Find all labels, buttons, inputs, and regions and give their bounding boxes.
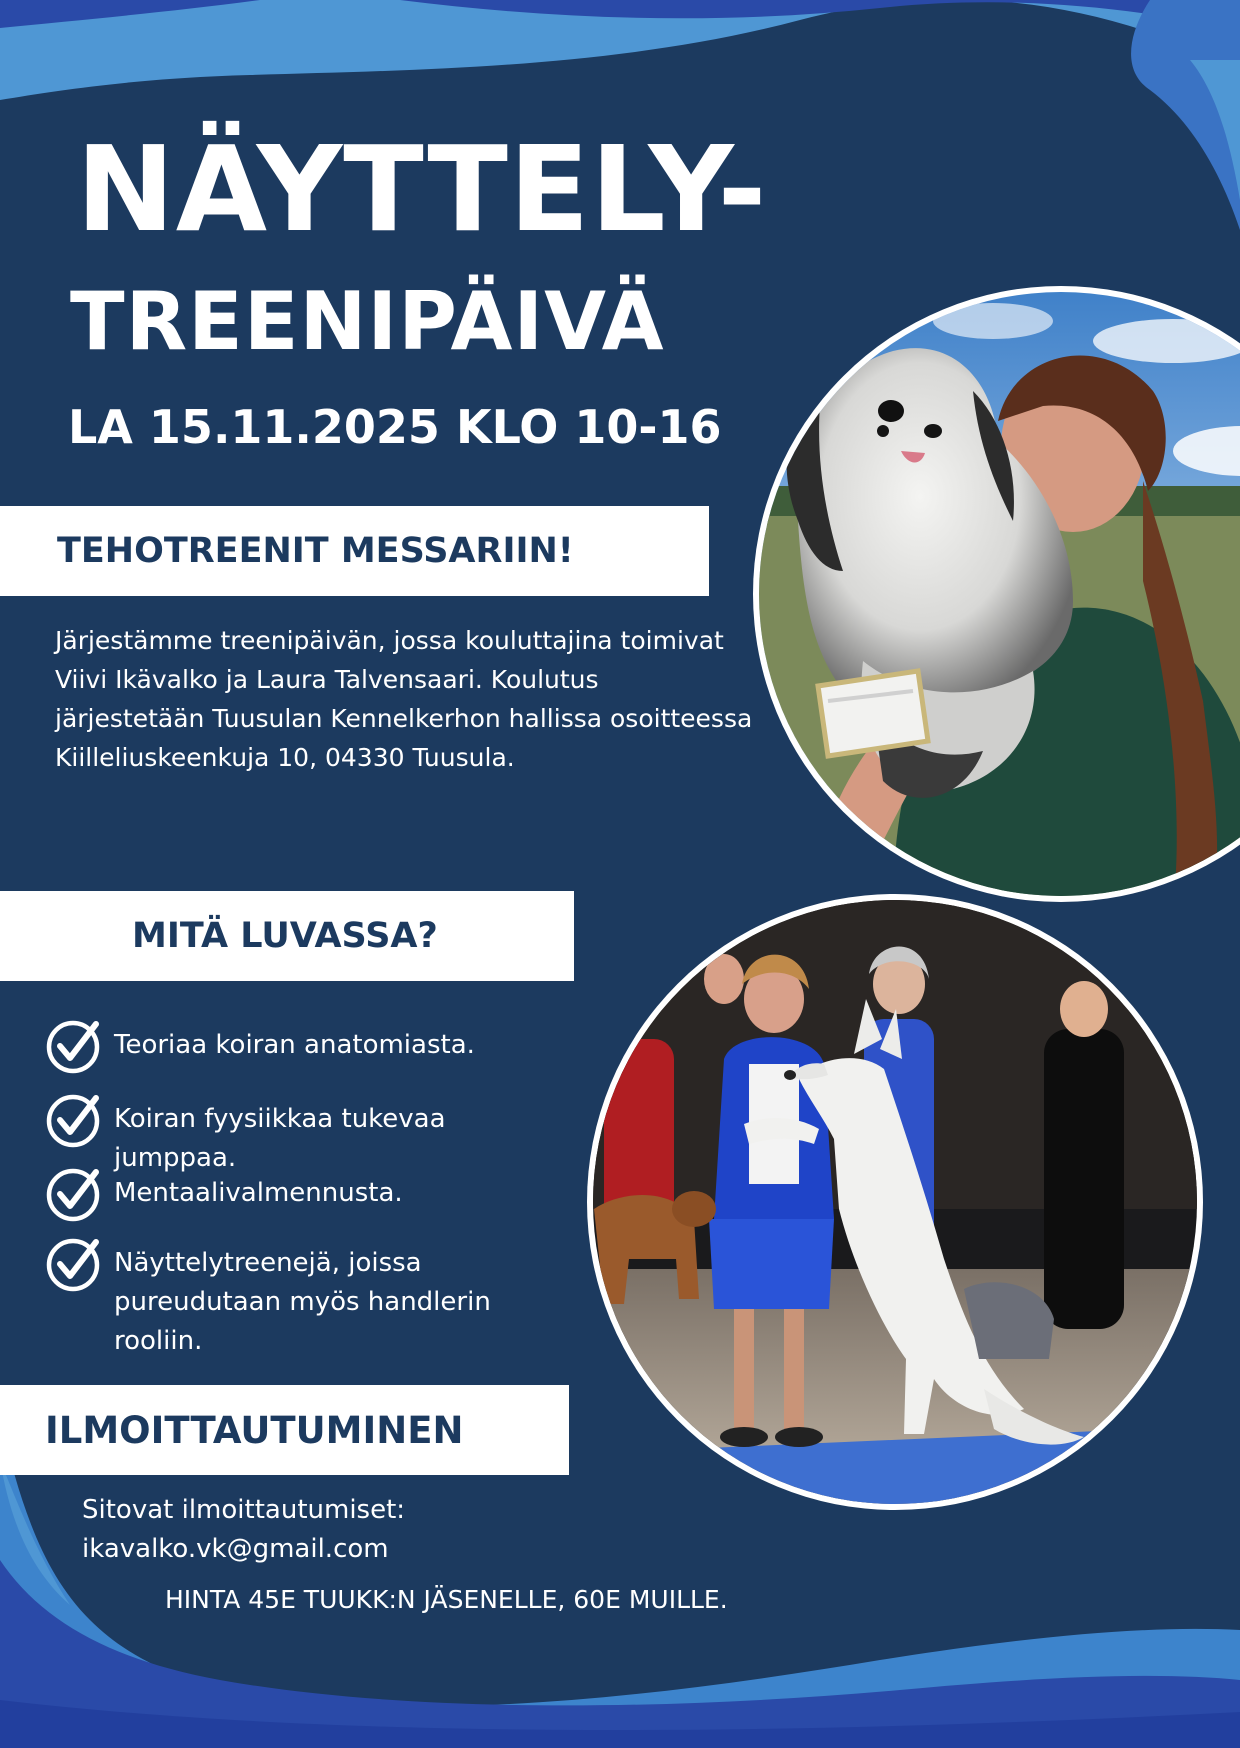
list-item-text: Näyttelytreenejä, joissa pureudutaan myös handlerin rooliin. xyxy=(114,1248,491,1356)
list-item-text: Koiran fyysiikkaa tukevaa jumppaa. xyxy=(114,1104,446,1173)
program-heading-banner xyxy=(0,891,574,981)
check-circle-icon xyxy=(46,1236,102,1292)
price-info: HINTA 45E TUUKK:N JÄSENELLE, 60E MUILLE. xyxy=(165,1585,728,1614)
check-circle-icon xyxy=(46,1018,102,1074)
intro-heading-banner xyxy=(0,506,709,596)
title-line-1: NÄYTTELY- xyxy=(76,120,768,258)
registration-heading-banner xyxy=(0,1385,569,1475)
photo-woman-hugging-dog xyxy=(743,281,1240,909)
registration-label: Sitovat ilmoittautumiset: xyxy=(82,1495,406,1525)
registration-email: ikavalko.vk@gmail.com xyxy=(82,1534,389,1564)
registration-info xyxy=(82,1491,405,1569)
list-item-text: Mentaalivalmennusta. xyxy=(114,1178,403,1208)
title-line-2: TREENIPÄIVÄ xyxy=(70,275,665,368)
check-circle-icon xyxy=(46,1166,102,1222)
list-item-text: Teoriaa koiran anatomiasta. xyxy=(114,1030,475,1060)
intro-heading: TEHOTREENIT MESSARIIN! xyxy=(57,531,574,571)
intro-paragraph: Järjestämme treenipäivän, jossa kouluttajina toimivat Viivi Ikävalko ja Laura Talvensaari. Koulutus järjestetään Tuusulan Kennelkerhon hallissa osoitteessa Kiilleliuskeenkuja 10, 04330 Tuusula. xyxy=(55,626,753,772)
program-heading: MITÄ LUVASSA? xyxy=(132,916,438,956)
registration-heading: ILMOITTAUTUMINEN xyxy=(45,1408,464,1452)
event-date: LA 15.11.2025 KLO 10-16 xyxy=(68,400,722,454)
photo-dog-show-handler xyxy=(584,889,1208,1517)
check-circle-icon xyxy=(46,1092,102,1148)
